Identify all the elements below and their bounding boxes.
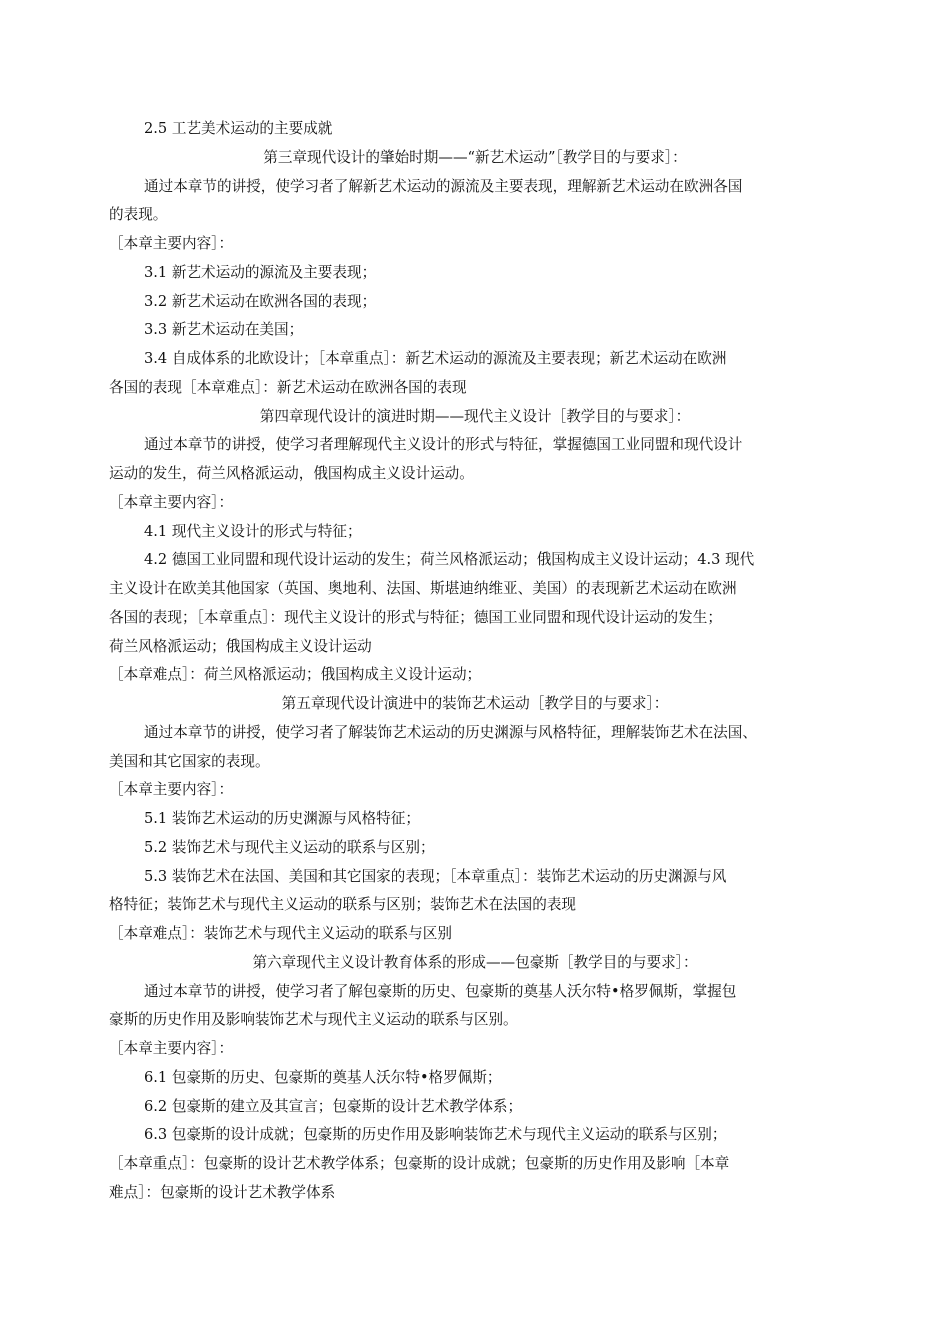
- list-item: 5.3 装饰艺术在法国、美国和其它国家的表现；［本章重点］：装饰艺术运动的历史渊源与风: [144, 868, 727, 885]
- section-label: ［本章主要内容］：: [109, 235, 234, 252]
- section-label: ［本章主要内容］：: [109, 1040, 234, 1057]
- list-item: 4.2 德国工业同盟和现代设计运动的发生；荷兰风格派运动；俄国构成主义设计运动；4.3 现代: [144, 551, 755, 568]
- chapter-4-heading: 第四章现代设计的演进时期——现代主义设计［教学目的与要求］：: [259, 408, 691, 425]
- list-item: 6.1 包豪斯的历史、包豪斯的奠基人沃尔特•格罗佩斯；: [144, 1069, 502, 1086]
- chapter-6-heading: 第六章现代主义设计教育体系的形成——包豪斯［教学目的与要求］：: [252, 954, 698, 971]
- text-line: 通过本章节的讲授，使学习者理解现代主义设计的形式与特征，掌握德国工业同盟和现代设计: [144, 436, 743, 453]
- section-label: ［本章难点］：荷兰风格派运动；俄国构成主义设计运动；: [109, 666, 482, 683]
- list-item: 5.1 装饰艺术运动的历史渊源与风格特征；: [144, 810, 420, 827]
- text-line: 荷兰风格派运动；俄国构成主义设计运动: [109, 638, 372, 655]
- text-line: 的表现。: [109, 206, 168, 223]
- list-item: 3.1 新艺术运动的源流及主要表现；: [144, 264, 377, 281]
- text-line: 运动的发生，荷兰风格派运动，俄国构成主义设计运动。: [109, 465, 474, 482]
- text-line: 2.5 工艺美术运动的主要成就: [144, 120, 333, 137]
- text-line: 主义设计在欧美其他国家（英国、奥地利、法国、斯堪迪纳维亚、美国）的表现新艺术运动在欧洲: [109, 580, 737, 597]
- section-label: ［本章主要内容］：: [109, 494, 234, 511]
- list-item: 5.2 装饰艺术与现代主义运动的联系与区别；: [144, 839, 435, 856]
- section-label: ［本章难点］：装饰艺术与现代主义运动的联系与区别: [109, 925, 452, 942]
- text-line: 各国的表现；［本章重点］：现代主义设计的形式与特征；德国工业同盟和现代设计运动的发生；: [109, 609, 722, 626]
- list-item: 3.2 新艺术运动在欧洲各国的表现；: [144, 293, 377, 310]
- text-line: 豪斯的历史作用及影响装饰艺术与现代主义运动的联系与区别。: [109, 1011, 518, 1028]
- list-item: 6.2 包豪斯的建立及其宣言；包豪斯的设计艺术教学体系；: [144, 1098, 523, 1115]
- list-item: 3.3 新艺术运动在美国；: [144, 321, 304, 338]
- text-line: 通过本章节的讲授，使学习者了解新艺术运动的源流及主要表现，理解新艺术运动在欧洲各国: [144, 178, 743, 195]
- text-line: 通过本章节的讲授，使学习者了解装饰艺术运动的历史渊源与风格特征，理解装饰艺术在法国、: [144, 724, 757, 741]
- text-line: 美国和其它国家的表现。: [109, 753, 270, 770]
- text-line: ［本章重点］：包豪斯的设计艺术教学体系；包豪斯的设计成就；包豪斯的历史作用及影响［本章: [109, 1155, 730, 1172]
- text-line: 难点］：包豪斯的设计艺术教学体系: [109, 1184, 336, 1201]
- list-item: 6.3 包豪斯的设计成就；包豪斯的历史作用及影响装饰艺术与现代主义运动的联系与区别；: [144, 1126, 727, 1143]
- list-item: 3.4 自成体系的北欧设计；［本章重点］：新艺术运动的源流及主要表现；新艺术运动在欧洲: [144, 350, 727, 367]
- list-item: 4.1 现代主义设计的形式与特征；: [144, 523, 362, 540]
- section-label: ［本章主要内容］：: [109, 781, 234, 798]
- text-line: 格特征；装饰艺术与现代主义运动的联系与区别；装饰艺术在法国的表现: [109, 896, 577, 913]
- text-line: 各国的表现［本章难点］：新艺术运动在欧洲各国的表现: [109, 379, 467, 396]
- chapter-3-heading: 第三章现代设计的肇始时期——“新艺术运动”［教学目的与要求］：: [263, 149, 687, 166]
- text-line: 通过本章节的讲授，使学习者了解包豪斯的历史、包豪斯的奠基人沃尔特•格罗佩斯，掌握包: [144, 983, 737, 1000]
- chapter-5-heading: 第五章现代设计演进中的装饰艺术运动［教学目的与要求］：: [281, 695, 669, 712]
